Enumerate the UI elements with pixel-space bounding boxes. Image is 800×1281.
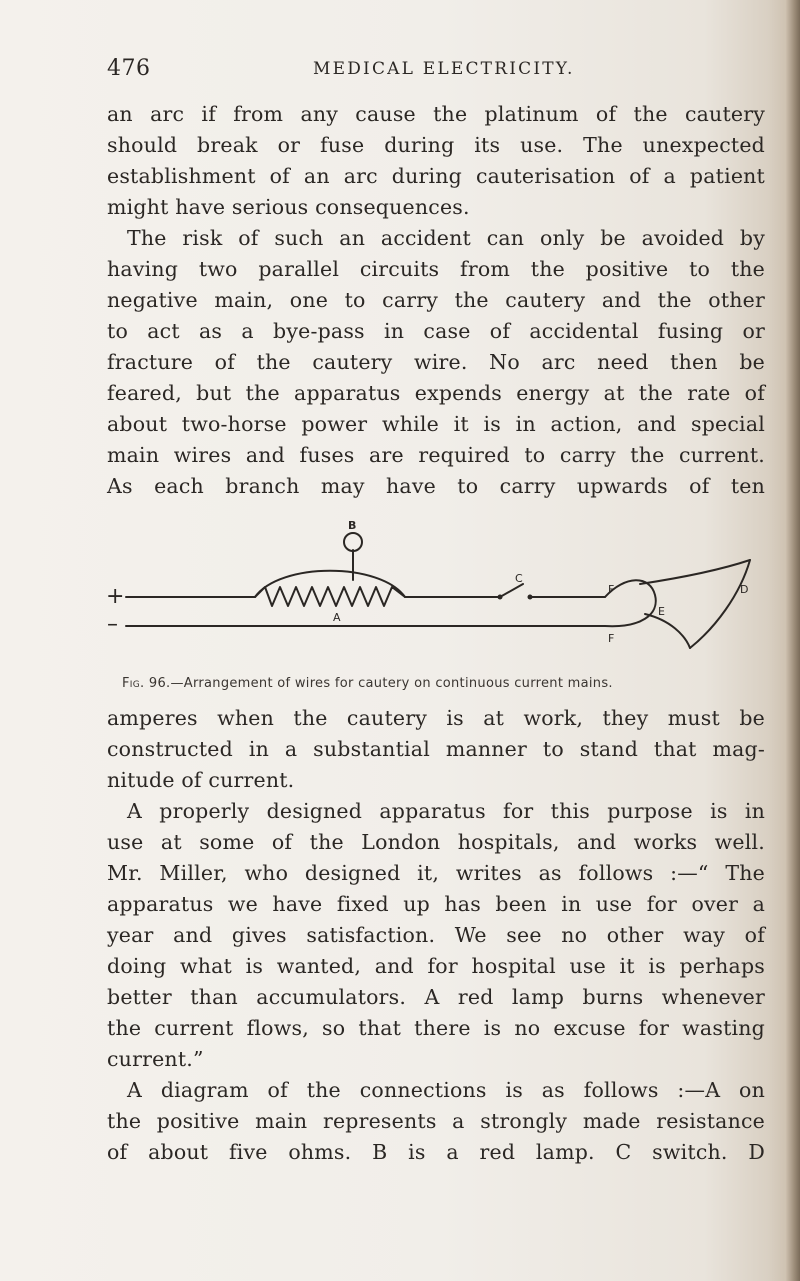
switch-blade [500,584,523,597]
page-binding-edge [786,0,800,1281]
running-head: MEDICAL ELECTRICITY. [313,59,575,79]
cautery-handle-lower [645,614,690,648]
label-C: C [515,572,523,585]
text-line: the current flows, so that there is no excuse for wasting [107,1016,765,1040]
switch-contact-right [528,595,533,600]
paragraph-diagram-connections [107,1075,765,1168]
text-line: establishment of an arc during cauterisation of a patient [107,164,765,188]
text-line: constructed in a substantial manner to stand that mag- [107,737,765,761]
label-F-lower: F [608,632,615,645]
paragraph-arc-risk [107,99,765,223]
resistance-zigzag [255,587,405,606]
paragraph-parallel-circuits [107,223,765,502]
label-plus: + [106,584,125,609]
text-line: current.” [107,1047,204,1071]
text-line: doing what is wanted, and for hospital use it is perhaps [107,954,765,978]
text-line: having two parallel circuits from the positive to the [107,257,765,281]
text-line: A diagram of the connections is as follows :—A on [127,1078,765,1102]
page-number: 476 [107,56,151,81]
text-line: an arc if from any cause the platinum of the cautery [107,102,765,126]
label-minus: – [107,612,118,637]
text-line: fracture of the cautery wire. No arc need then be [107,350,765,374]
switch-contact-left [498,595,503,600]
figure-caption-label: Fig. 96. [122,676,171,691]
label-D: D [740,583,749,596]
text-line: better than accumulators. A red lamp burns whenever [107,985,765,1009]
wiring-diagram [100,520,780,660]
text-line: to act as a bye-pass in case of accidental fusing or [107,319,765,343]
paragraph-amperes [107,703,765,796]
wiring-figure [100,520,780,660]
figure-caption-text: —Arrangement of wires for cautery on continuous current mains. [170,676,613,691]
cautery-handle-upper [640,560,750,584]
text-line: use at some of the London hospitals, and works well. [107,830,765,854]
label-A: A [333,611,341,624]
text-line: might have serious consequences. [107,195,470,219]
text-line: about two-horse power while it is in action, and special [107,412,765,436]
text-line: main wires and fuses are required to carry the current. [107,443,765,467]
text-line: Mr. Miller, who designed it, writes as follows :—“ The [107,861,765,885]
text-line: The risk of such an accident can only be avoided by [127,226,765,250]
label-F-upper: F [608,583,615,596]
page-header [107,56,767,86]
text-line: apparatus we have fixed up has been in use for over a [107,892,765,916]
text-line: of about five ohms. B is a red lamp. C switch. D [107,1140,765,1164]
text-line: A properly designed apparatus for this purpose is in [127,799,765,823]
figure-caption [122,676,762,691]
text-line: feared, but the apparatus expends energy at the rate of [107,381,765,405]
label-B: B [348,520,357,532]
text-line: should break or fuse during its use. The unexpected [107,133,765,157]
text-line: the positive main represents a strongly made resistance [107,1109,765,1133]
label-E: E [658,605,665,618]
text-line: year and gives satisfaction. We see no other way of [107,923,765,947]
paragraph-miller-apparatus [107,796,765,1075]
lamp-bulb [344,533,362,551]
text-line: As each branch may have to carry upwards of ten [107,474,765,498]
text-line: amperes when the cautery is at work, they must be [107,706,765,730]
text-line: negative main, one to carry the cautery and the other [107,288,765,312]
text-line: nitude of current. [107,768,295,792]
